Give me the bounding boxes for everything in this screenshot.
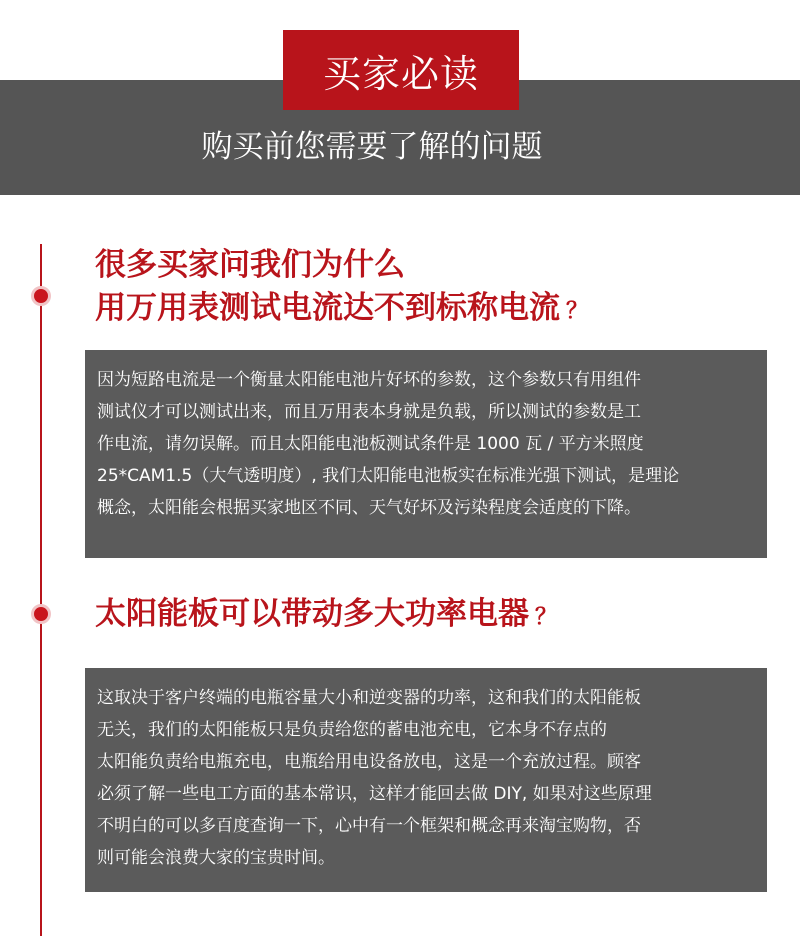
answer-line: 概念，太阳能会根据买家地区不同、天气好坏及污染程度会适度的下降。 [97,498,641,518]
answer-line: 作电流，请勿误解。而且太阳能电池板测试条件是 1000 瓦 / 平方米照度 [97,434,644,454]
answer-line: 25*CAM1.5（大气透明度）, 我们太阳能电池板实在标准光强下测试，是理论 [97,466,680,486]
question-title-2-line-1-text: 太阳能板可以带动多大功率电器 [95,596,529,632]
answer-line: 必须了解一些电工方面的基本常识，这样才能回去做 DIY, 如果对这些原理 [97,784,652,804]
answer-line: 测试仪才可以测试出来，而且万用表本身就是负载，所以测试的参数是工 [97,402,641,422]
question-title-2-line-1 [95,593,557,639]
question-mark: ？ [535,605,558,630]
answer-line: 则可能会浪费大家的宝贵时间。 [97,848,335,868]
answer-line: 无关，我们的太阳能板只是负责给您的蓄电池充电，它本身不存点的 [97,720,607,740]
answer-line: 这取决于客户终端的电瓶容量大小和逆变器的功率，这和我们的太阳能板 [97,688,641,708]
question-title-1-line-2 [95,287,588,333]
timeline-line [40,244,42,936]
page-title-badge: 买家必读 [283,30,519,110]
question-title-2 [95,593,557,639]
answer-line: 不明白的可以多百度查询一下，心中有一个框架和概念再来淘宝购物，否 [97,816,641,836]
answer-box-2 [85,668,767,892]
timeline-dot-2 [31,604,51,624]
question-title-1-line-2-text: 用万用表测试电流达不到标称电流 [95,290,560,326]
answer-line: 因为短路电流是一个衡量太阳能电池片好坏的参数，这个参数只有用组件 [97,370,641,390]
question-title-1 [95,244,588,333]
page-subtitle: 购买前您需要了解的问题 [201,129,543,165]
question-title-1-line-1: 很多买家问我们为什么 [95,247,405,283]
answer-line: 太阳能负责给电瓶充电，电瓶给用电设备放电，这是一个充放过程。顾客 [97,752,641,772]
answer-box-1 [85,350,767,558]
question-mark: ？ [566,299,589,324]
timeline-dot-1 [31,286,51,306]
